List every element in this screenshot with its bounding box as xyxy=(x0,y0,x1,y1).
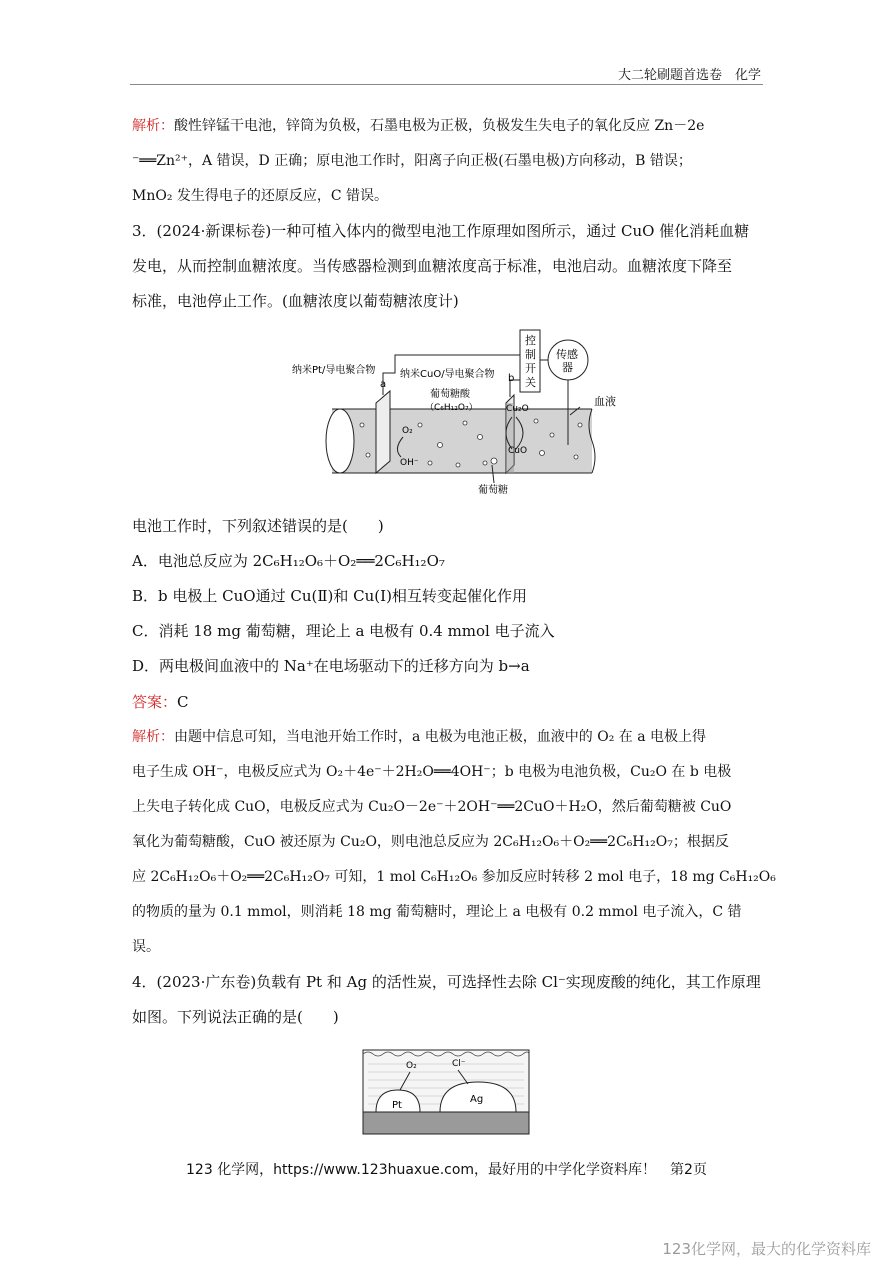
label-blood: 血液 xyxy=(594,395,616,408)
sensor-label-1: 传感 xyxy=(556,348,578,361)
label-pt: Pt xyxy=(392,1100,402,1111)
answer-label: 答案： xyxy=(132,693,178,711)
q3-option-a: A．电池总反应为 2C₆H₁₂O₆＋O₂══2C₆H₁₂O₇ xyxy=(132,552,445,570)
q3-battery-figure xyxy=(280,325,630,500)
label-oh: OH⁻ xyxy=(400,458,419,468)
label-electrode-b: 纳米CuO/导电聚合物 xyxy=(400,369,495,380)
q3-analysis-line-4: 氧化为葡萄糖酸，CuO 被还原为 Cu₂O，则电池总反应为 2C₆H₁₂O₆＋O₂══2C₆H₁₂O₇；根据反 xyxy=(132,834,729,850)
label-o2: O₂ xyxy=(402,426,413,436)
header-divider xyxy=(130,84,763,85)
vessel-opening xyxy=(326,409,354,473)
q4-carbon-figure xyxy=(362,1046,530,1136)
q4-stem-line-1: 4．(2023·广东卷)负载有 Pt 和 Ag 的活性炭，可选择性去除 Cl⁻实现废酸的纯化，其工作原理 xyxy=(132,973,761,991)
q3-analysis-line-3: 上失电子转化成 CuO，电极反应式为 Cu₂O－2e⁻＋2OH⁻══2CuO＋H₂O，然后葡萄糖被 CuO xyxy=(132,799,732,815)
electrode-a xyxy=(376,391,390,473)
prev-analysis-text-1: 酸性锌锰干电池，锌筒为负极，石墨电极为正极，负极发生失电子的氧化反应 Zn－2e xyxy=(174,118,705,134)
q3-stem-line-2: 发电，从而控制血糖浓度。当传感器检测到血糖浓度高于标准，电池启动。血糖浓度下降至 xyxy=(132,257,733,275)
label-gluconic-formula: （C₆H₁₂O₇） xyxy=(425,403,478,413)
switch-char-1: 控 xyxy=(525,334,536,347)
q4-stem-line-2: 如图。下列说法正确的是( ) xyxy=(132,1008,339,1026)
q3-option-c: C．消耗 18 mg 葡萄糖，理论上 a 电极有 0.4 mmol 电子流入 xyxy=(132,622,555,640)
label-o2-q4: O₂ xyxy=(406,1061,417,1071)
label-cuo: CuO xyxy=(508,446,528,456)
label-cl: Cl⁻ xyxy=(452,1059,466,1069)
prev-analysis-line-1 xyxy=(132,116,704,136)
label-electrode-a: 纳米Pt/导电聚合物 xyxy=(292,365,376,376)
answer-value: C xyxy=(177,693,189,711)
activated-carbon xyxy=(363,1112,529,1134)
label-ag: Ag xyxy=(470,1094,484,1105)
label-cu2o: Cu₂O xyxy=(506,404,529,414)
q3-analysis-line-7: 误。 xyxy=(132,939,160,955)
analysis-label: 解析： xyxy=(132,118,174,134)
switch-char-3: 开 xyxy=(525,362,536,375)
sensor-label-2: 器 xyxy=(562,361,573,374)
q3-analysis-line-5: 应 2C₆H₁₂O₆＋O₂══2C₆H₁₂O₇ 可知，1 mol C₆H₁₂O₆ 参加反应时转移 2 mol 电子，18 mg C₆H₁₂O₆ xyxy=(132,869,776,885)
q3-option-b: B．b 电极上 CuO通过 Cu(Ⅱ)和 Cu(Ⅰ)相互转变起催化作用 xyxy=(132,587,527,605)
page-header: 大二轮刷题首选卷 化学 xyxy=(617,68,761,83)
q3-answer xyxy=(132,692,189,712)
q3-analysis-line-1 xyxy=(132,727,706,747)
blood-vessel-body xyxy=(332,409,592,473)
q3-analysis-line-6: 的物质的量为 0.1 mmol，则消耗 18 mg 葡萄糖时，理论上 a 电极有 0.2 mmol 电子流入，C 错 xyxy=(132,904,742,920)
q3-option-d: D．两电极间血液中的 Na⁺在电场驱动下的迁移方向为 b→a xyxy=(132,657,530,675)
label-b: b xyxy=(508,373,515,384)
label-glucose: 葡萄糖 xyxy=(478,485,508,496)
q3-stem-line-3: 标准，电池停止工作。(血糖浓度以葡萄糖浓度计) xyxy=(132,292,459,310)
analysis-label-2: 解析： xyxy=(132,729,174,745)
switch-char-4: 关 xyxy=(525,376,536,389)
label-gluconic: 葡萄糖酸 xyxy=(430,389,470,400)
switch-char-2: 制 xyxy=(525,348,536,361)
watermark: 123化学网，最大的化学资料库 xyxy=(662,1240,871,1258)
q3-analysis-line-2: 电子生成 OH⁻，电极反应式为 O₂＋4e⁻＋2H₂O══4OH⁻；b 电极为电池负极，Cu₂O 在 b 电极 xyxy=(132,764,732,780)
label-a: a xyxy=(380,379,387,390)
q3-stem-line-1: 3．(2024·新课标卷)一种可植入体内的微型电池工作原理如图所示，通过 CuO 催化消耗血糖 xyxy=(132,222,750,240)
prev-analysis-line-3: MnO₂ 发生得电子的还原反应，C 错误。 xyxy=(132,188,389,204)
q3-analysis-text-1: 由题中信息可知，当电池开始工作时，a 电极为电池正极，血液中的 O₂ 在 a 电极上得 xyxy=(174,729,707,745)
page-footer: 123 化学网，https://www.123huaxue.com，最好用的中学化学资料库！ 第2页 xyxy=(186,1162,707,1178)
prev-analysis-line-2: ⁻══Zn²⁺，A 错误，D 正确；原电池工作时，阳离子向正极(石墨电极)方向移动，B 错误； xyxy=(132,153,692,169)
q3-question: 电池工作时，下列叙述错误的是( ) xyxy=(132,517,384,535)
